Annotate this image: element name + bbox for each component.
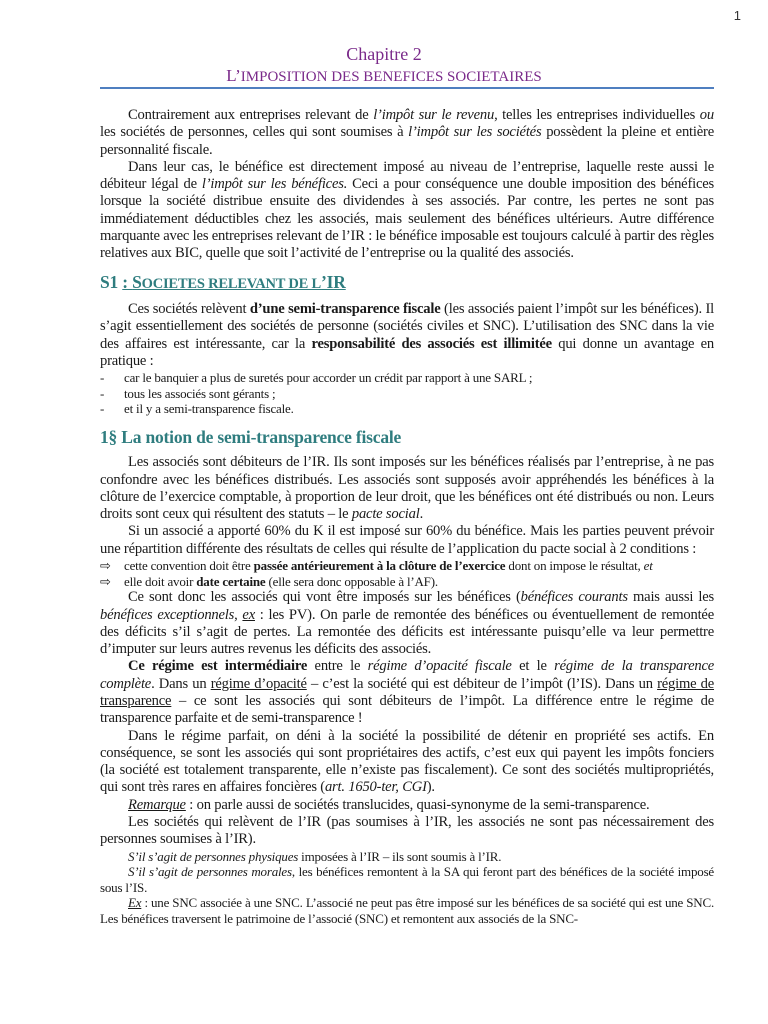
remark-paragraph: Remarque : on parle aussi de sociétés translucides, quasi-synonyme de la semi-transparence.	[128, 796, 650, 813]
subtitle-initial: L’	[226, 66, 241, 85]
section-1-heading: 1§ La notion de semi-transparence fiscale	[100, 426, 402, 447]
arrow-right-icon: ⇨	[100, 558, 111, 574]
conditions-list	[100, 558, 714, 589]
section-1-paragraph-5: Dans le régime parfait, on déni à la société la possibilité de détenir en propriété ses actifs. En conséquence, se sont les associés qui sont propriétaires des actifs, c’est eux qui payent les impôts fonciers (la société est totalement transparente, elle n’existe pas fiscalement). Ce sont des sociétés multipropriétés, qui sont très rares en affaires foncières (art. 1650-ter, CGI).	[100, 727, 714, 796]
section-1-paragraph-2: Si un associé a apporté 60% du K il est imposé sur 60% du bénéfice. Mais les parties peuvent prévoir une répartition différente des résultats de celles qui résulte de l’application du pacte social à 2 conditions :	[100, 523, 714, 557]
chapter-subtitle	[0, 66, 768, 86]
legal-persons-note: S’il s’agit de personnes morales, les bénéfices remontent à la SA qui feront part des bénéfices de la société imposé sous l’IS.	[100, 864, 714, 895]
example-paragraph: Ex : une SNC associée à une SNC. L’associé ne peut pas être imposé sur les bénéfices de sa société qui est une SNC. Les bénéfices traversent le patrimoine de l’associé (SNC) et remontent aux associés de la SNC-	[100, 895, 714, 927]
condition-item: ⇨ elle doit avoir date certaine (elle sera donc opposable à l’AF).	[100, 573, 438, 589]
list-item: - et il y a semi-transparence fiscale.	[100, 401, 714, 417]
condition-item: ⇨ cette convention doit être passée antérieurement à la clôture de l’exercice dont on impose le résultat, et	[100, 558, 653, 574]
title-divider	[100, 87, 714, 89]
subtitle-text: IMPOSITION DES BENEFICES SOCIETAIRES	[240, 69, 542, 85]
s1-advantages-list	[100, 370, 714, 417]
section-s1-heading: S1 : SOCIETES RELEVANT DE L’IR	[100, 271, 346, 292]
section-1-paragraph-4: Ce régime est intermédiaire entre le régime d’opacité fiscale et le régime de la transparence complète. Dans un régime d’opacité – c’est la société qui est débiteur de l’impôt (l’IS). Dans un régime de transparence – ce sont les associés qui sont débiteurs de l’impôt. La différence entre le régime de transparence parfaite et de semi-transparence !	[100, 658, 715, 727]
list-item: - car le banquier a plus de suretés pour accorder un crédit par rapport à une SARL ;	[100, 370, 714, 386]
section-1-paragraph-7: Les sociétés qui relèvent de l’IR (pas soumises à l’IR, les associés ne sont pas nécessairement des personnes soumises à l’IR).	[100, 814, 714, 848]
intro-paragraph-1: Contrairement aux entreprises relevant de l’impôt sur le revenu, telles les entreprises individuelles ou les sociétés de personnes, celles qui sont soumises à l’impôt sur les sociétés possèdent la pleine et entière personnalité fiscale.	[100, 107, 714, 158]
physical-persons-note: S’il s’agit de personnes physiques imposées à l’IR – ils sont soumis à l’IR.	[128, 848, 502, 864]
section-1-paragraph-1: Les associés sont débiteurs de l’IR. Ils sont imposés sur les bénéfices réalisés par l’entreprise, à ne pas confondre avec les bénéfices distribués. Les associés sont supposés avoir appréhendés les bénéfices à la clôture de l’exercice comptable, à proportion de leur droit, que les bénéfices ont été distribués ou non. Leurs droits sont ceux qui résultent des statuts – le pacte social.	[100, 454, 714, 523]
arrow-right-icon: ⇨	[100, 573, 111, 589]
intro-paragraph-2: Dans leur cas, le bénéfice est directement imposé au niveau de l’entreprise, laquelle reste aussi le débiteur légal de l’impôt sur les bénéfices. Ceci a pour conséquence une double imposition des bénéfices lorsque la société distribue ensuite des dividendes à ses associés. Par contre, les pertes ne sont pas immédiatement déductibles chez les associés, mais seulement des bénéfices ultérieurs. Autre différence marquante avec les entreprises relevant de l’IR : le bénéfice imposable est toujours calculé à partir des règles relatives aux BIC, quelle que soit l’activité de l’entreprise ou la qualité des associés.	[100, 158, 714, 262]
document-body	[100, 107, 714, 927]
chapter-title: Chapitre 2	[346, 44, 422, 64]
s1-paragraph: Ces sociétés relèvent d’une semi-transparence fiscale (les associés paient l’impôt sur les bénéfices). Il s’agit essentiellement des sociétés de personne (sociétés civiles et SNC). L’utilisation des SNC dans la vie des affaires est intéressante, car la responsabilité des associés est illimitée qui donne un avantage en pratique :	[100, 300, 714, 369]
page-number: 1	[733, 8, 741, 23]
list-item: - tous les associés sont gérants ;	[100, 386, 714, 402]
section-1-paragraph-3: Ce sont donc les associés qui vont être imposés sur les bénéfices (bénéfices courants mais aussi les bénéfices exceptionnels, ex : les PV). On parle de remontée des bénéfices ou éventuellement de remontée des déficits s’il s’agit de pertes. La remontée des déficits est intéressante puisqu’elle va leur permettre d’imputer sur leurs autres revenus les déficits des associés.	[100, 589, 714, 658]
